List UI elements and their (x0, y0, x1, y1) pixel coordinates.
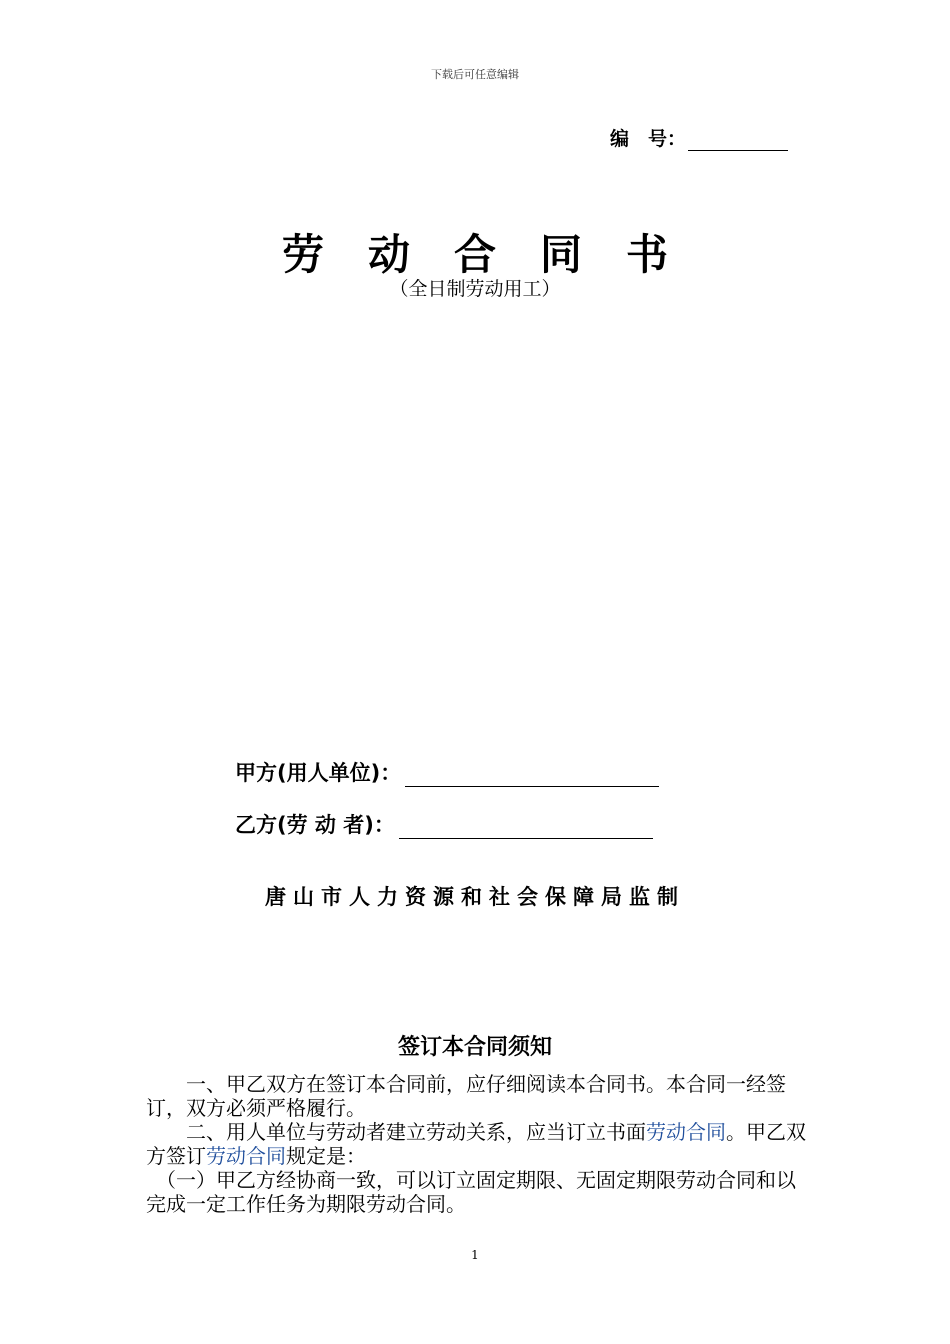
contract-number-label: 编 号： (610, 128, 687, 150)
notice-paragraph-3: （一）甲乙方经协商一致，可以订立固定期限、无固定期限劳动合同和以完成一定工作任务为期限劳动合同。 (146, 1168, 796, 1216)
header-note: 下载后可任意编辑 (431, 68, 519, 81)
notice-p2-text-b: 。甲乙双方签订 (146, 1120, 806, 1168)
party-a-label: 甲方(用人单位)： (235, 761, 402, 785)
party-a-field (235, 757, 659, 787)
contract-number-field (610, 124, 788, 151)
page-number: 1 (471, 1248, 479, 1262)
notice-paragraph-1: 一、甲乙双方在签订本合同前，应仔细阅读本合同书。本合同一经签订，双方必须严格履行。 (146, 1072, 786, 1120)
contract-number-blank[interactable] (688, 130, 788, 151)
party-b-label: 乙方(劳 动 者)： (235, 813, 395, 837)
notice-title: 签订本合同须知 (397, 1035, 552, 1060)
party-b-field (235, 809, 653, 839)
notice-p2-text-a: 二、用人单位与劳动者建立劳动关系，应当订立书面 (146, 1120, 646, 1144)
labor-contract-link-2[interactable]: 劳动合同 (206, 1144, 286, 1168)
labor-contract-link-1[interactable]: 劳动合同 (646, 1120, 726, 1144)
document-title: 劳动合同书 (281, 230, 712, 279)
document-subtitle: （全日制劳动用工） (389, 278, 561, 300)
notice-p2-text-c: 规定是： (286, 1144, 366, 1168)
supervisor-text: 唐山市人力资源和社会保障局监制 (265, 885, 685, 909)
party-b-blank[interactable] (399, 816, 653, 839)
party-a-blank[interactable] (405, 764, 659, 787)
notice-paragraph-2 (146, 1120, 810, 1168)
